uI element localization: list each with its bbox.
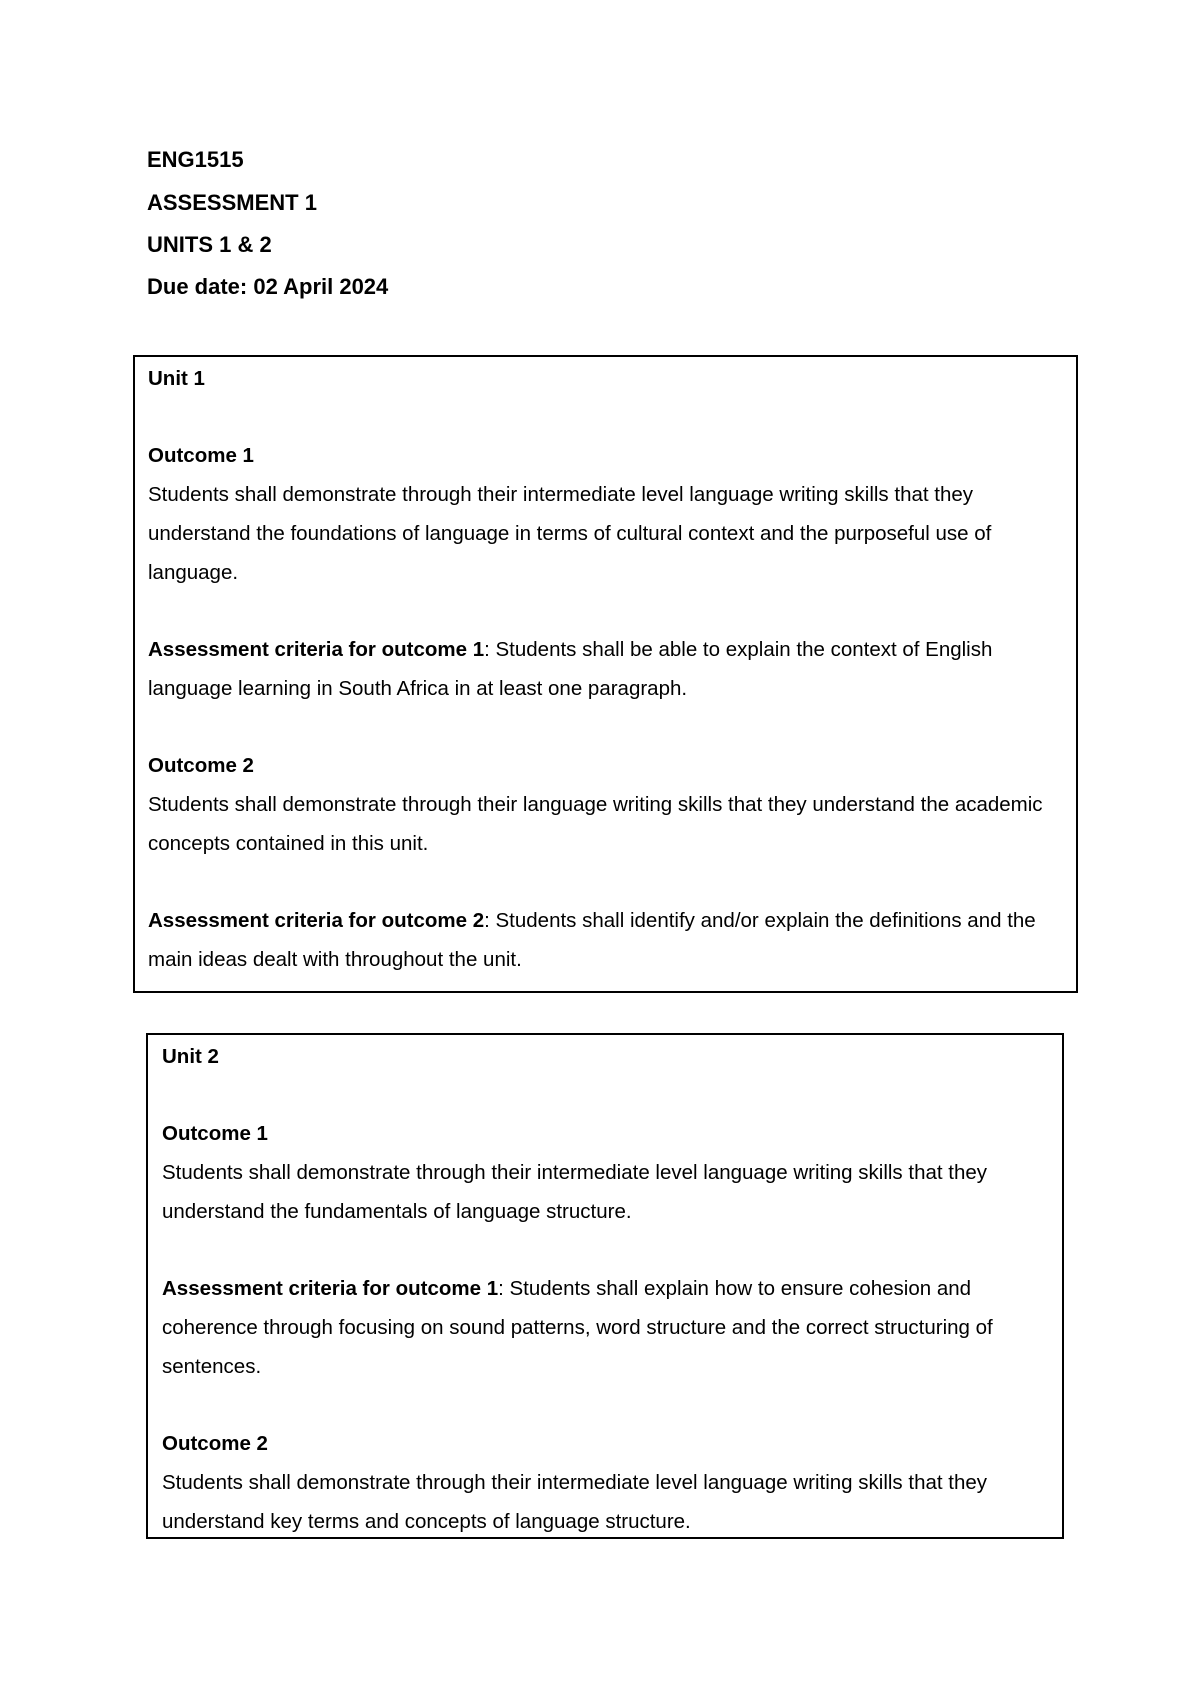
unit2-outcome1-text: Students shall demonstrate through their intermediate level language writing skills that they understand the fundamentals of language structure. (162, 1161, 988, 1223)
course-code: ENG1515 (147, 147, 244, 172)
assessment-title: ASSESSMENT 1 (147, 190, 317, 215)
criteria-text: : Students shall explain how to ensure cohesion and coherence through focusing on sound patterns, word structure and the correct structuring of sentences. (162, 1277, 993, 1378)
unit1-outcome1-criteria (148, 630, 1056, 708)
unit2-title: Unit 2 (162, 1045, 219, 1068)
criteria-label: Assessment criteria for outcome 1 (148, 638, 485, 661)
criteria-label: Assessment criteria for outcome 2 (148, 909, 485, 932)
criteria-text: : Students shall be able to explain the context of English language learning in South Africa in at least one paragraph. (148, 638, 993, 700)
unit1-outcome2-text: Students shall demonstrate through their language writing skills that they understand the academic concepts contained in this unit. (148, 793, 1043, 855)
criteria-label: Assessment criteria for outcome 1 (162, 1277, 499, 1300)
unit2-outcome2-heading: Outcome 2 (162, 1432, 268, 1455)
due-date: Due date: 02 April 2024 (147, 274, 389, 299)
unit2-outcome2-text: Students shall demonstrate through their intermediate level language writing skills that they understand key terms and concepts of language structure. (162, 1471, 988, 1533)
unit1-outcome1-text: Students shall demonstrate through their intermediate level language writing skills that they understand the foundations of language in terms of cultural context and the purposeful use of language. (148, 483, 992, 584)
unit2-outcome1-criteria (162, 1269, 1042, 1386)
unit1-outcome2-heading: Outcome 2 (148, 754, 254, 777)
unit1-title: Unit 1 (148, 367, 205, 390)
unit1-outcome1-heading: Outcome 1 (148, 444, 254, 467)
unit2-box (146, 1033, 1064, 1539)
units-label: UNITS 1 & 2 (147, 232, 272, 257)
unit1-box (133, 355, 1078, 993)
criteria-text: : Students shall identify and/or explain the definitions and the main ideas dealt with throughout the unit. (148, 909, 1036, 971)
unit1-outcome2-criteria (148, 901, 1056, 979)
unit2-outcome1-heading: Outcome 1 (162, 1122, 268, 1145)
